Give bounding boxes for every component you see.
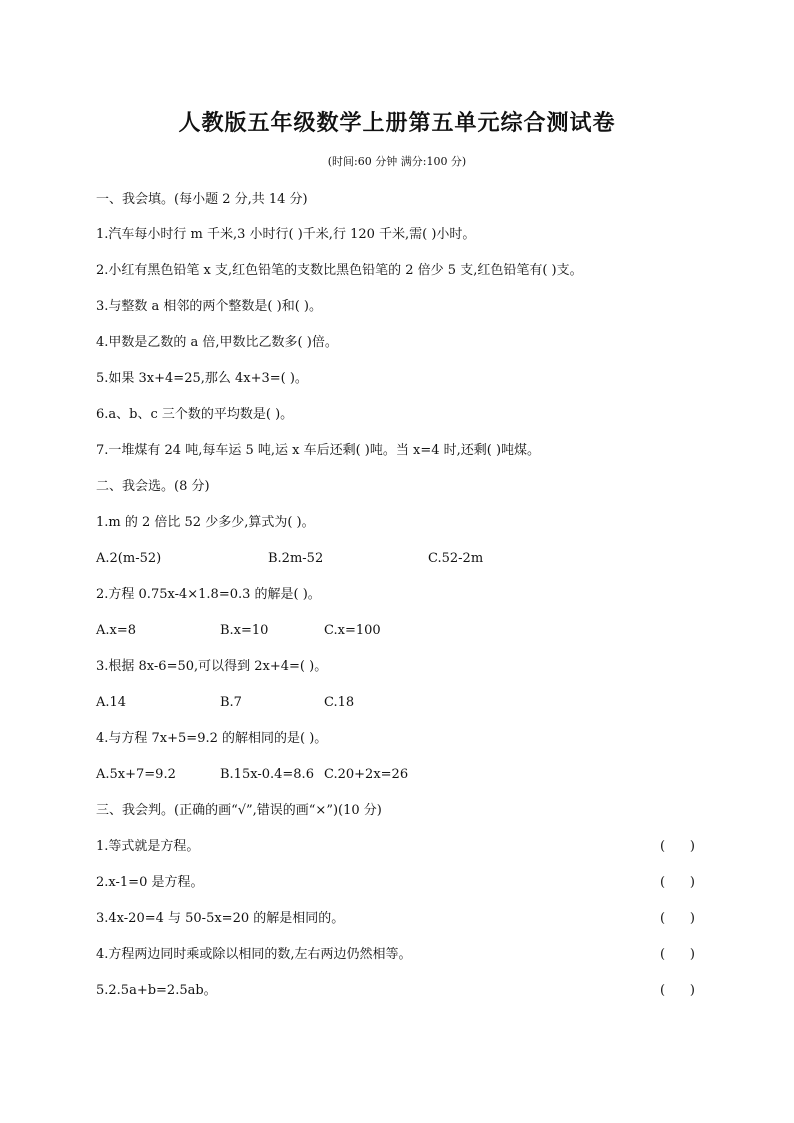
choice-option-c: C.x=100 (324, 623, 381, 638)
section-1-heading: 一、我会填。(每小题 2 分,共 14 分) (96, 192, 308, 207)
fill-question-3: 3.与整数 a 相邻的两个整数是( )和( )。 (96, 299, 322, 314)
judge-question-2: 2.x-1=0 是方程。 (96, 875, 204, 890)
choice-question-3: 3.根据 8x-6=50,可以得到 2x+4=( )。 (96, 659, 328, 674)
judge-question-4: 4.方程两边同时乘或除以相同的数,左右两边仍然相等。 (96, 947, 412, 962)
section-2-heading: 二、我会选。(8 分) (96, 479, 210, 494)
answer-blank: ( ) (660, 875, 695, 890)
choice-option-a: A.5x+7=9.2 (96, 767, 176, 782)
choice-option-c: C.52-2m (428, 551, 484, 566)
choice-question-4: 4.与方程 7x+5=9.2 的解相同的是( )。 (96, 731, 328, 746)
section-3-heading: 三、我会判。(正确的画“√”,错误的画“×”)(10 分) (96, 803, 382, 818)
choice-option-b: B.7 (220, 695, 242, 710)
exam-info: (时间:60 分钟 满分:100 分) (327, 155, 467, 168)
choice-option-c: C.20+2x=26 (324, 767, 409, 782)
choice-option-c: C.18 (324, 695, 355, 710)
choice-question-1: 1.m 的 2 倍比 52 少多少,算式为( )。 (96, 515, 315, 530)
fill-question-7: 7.一堆煤有 24 吨,每车运 5 吨,运 x 车后还剩( )吨。当 x=4 时,还剩( )吨煤。 (96, 443, 541, 458)
judge-question-5: 5.2.5a+b=2.5ab。 (96, 983, 217, 998)
answer-blank: ( ) (660, 983, 695, 998)
fill-question-2: 2.小红有黑色铅笔 x 支,红色铅笔的支数比黑色铅笔的 2 倍少 5 支,红色铅笔有( )支。 (96, 263, 583, 278)
fill-question-4: 4.甲数是乙数的 a 倍,甲数比乙数多( )倍。 (96, 335, 338, 350)
fill-question-6: 6.a、b、c 三个数的平均数是( )。 (96, 407, 294, 422)
answer-blank: ( ) (660, 947, 695, 962)
judge-question-3: 3.4x-20=4 与 50-5x=20 的解是相同的。 (96, 911, 345, 926)
choice-question-2: 2.方程 0.75x-4×1.8=0.3 的解是( )。 (96, 587, 321, 602)
page-title: 人教版五年级数学上册第五单元综合测试卷 (178, 110, 616, 136)
choice-option-a: A.2(m-52) (96, 551, 162, 566)
choice-option-b: B.x=10 (220, 623, 269, 638)
fill-question-1: 1.汽车每小时行 m 千米,3 小时行( )千米,行 120 千米,需( )小时。 (96, 227, 476, 242)
fill-question-5: 5.如果 3x+4=25,那么 4x+3=( )。 (96, 371, 308, 386)
judge-question-1: 1.等式就是方程。 (96, 839, 200, 854)
choice-option-a: A.14 (96, 695, 127, 710)
answer-blank: ( ) (660, 911, 695, 926)
choice-option-b: B.15x-0.4=8.6 (220, 767, 314, 782)
choice-option-a: A.x=8 (96, 623, 137, 638)
choice-option-b: B.2m-52 (268, 551, 324, 566)
answer-blank: ( ) (660, 839, 695, 854)
